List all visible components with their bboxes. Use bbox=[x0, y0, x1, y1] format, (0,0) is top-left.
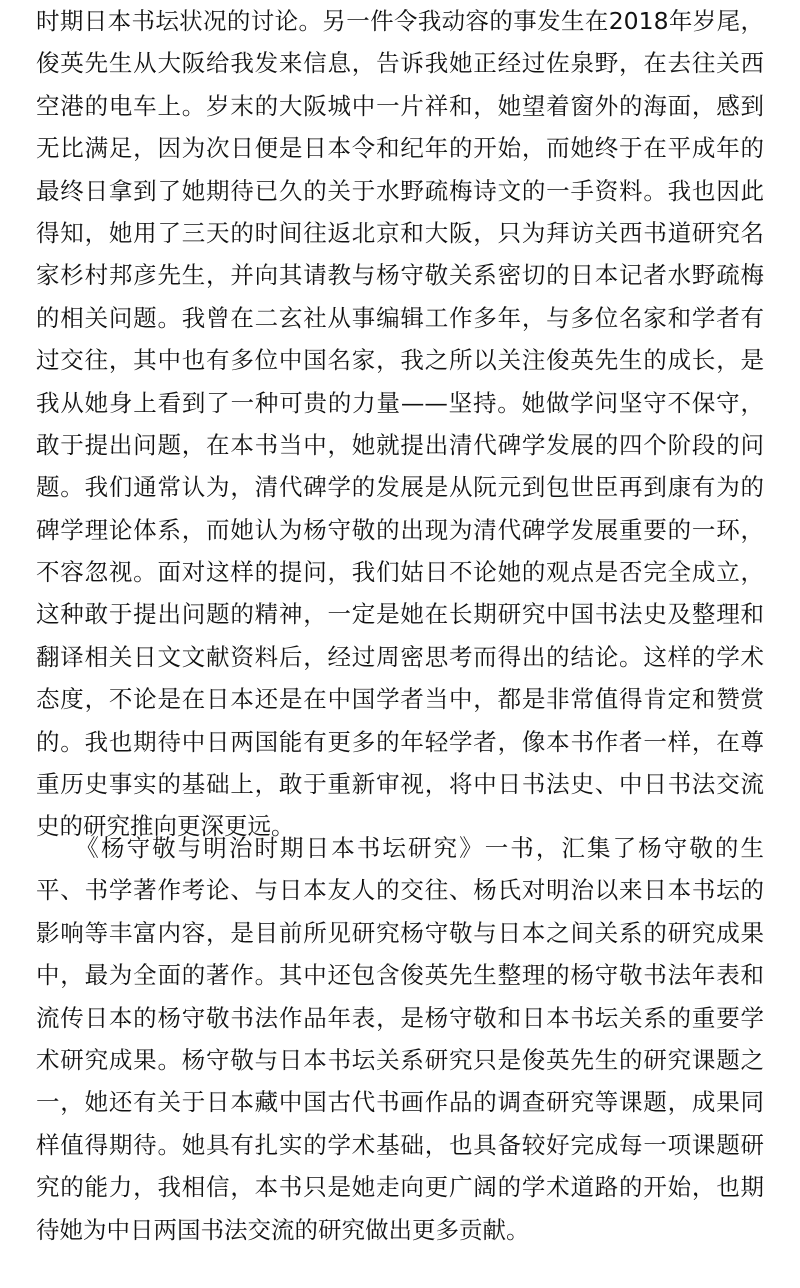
paragraph-1-line-19: 重历史事实的基础上，敢于重新审视，将中日书法史、中日书法交流 bbox=[36, 770, 764, 799]
paragraph-1-line-4: 无比满足，因为次日便是日本令和纪年的开始，而她终于在平成年的 bbox=[36, 134, 764, 163]
paragraph-1 bbox=[36, 0, 764, 848]
paragraph-1-line-14: 不容忽视。面对这样的提问，我们姑日不论她的观点是否完全成立， bbox=[36, 558, 764, 587]
paragraph-1-line-8: 的相关问题。我曾在二玄社从事编辑工作多年，与多位名家和学者有 bbox=[36, 303, 764, 332]
paragraph-1-line-10: 我从她身上看到了一种可贵的力量——坚持。她做学问坚守不保守， bbox=[36, 388, 764, 417]
paragraph-2-line-10: 待她为中日两国书法交流的研究做出更多贡献。 bbox=[36, 1215, 530, 1244]
paragraph-2-line-8: 样值得期待。她具有扎实的学术基础，也具备较好完成每一项课题研 bbox=[36, 1130, 764, 1159]
paragraph-2-line-1: 《杨守敬与明治时期日本书坛研究》一书，汇集了杨守敬的生 bbox=[36, 834, 764, 862]
paragraph-1-line-5: 最终日拿到了她期待已久的关于水野疏梅诗文的一手资料。我也因此 bbox=[36, 176, 764, 205]
paragraph-2-line-9: 究的能力，我相信，本书只是她走向更广阔的学术道路的开始，也期 bbox=[36, 1173, 764, 1202]
paragraph-1-line-1: 时期日本书坛状况的讨论。另一件令我动容的事发生在2018年岁尾， bbox=[36, 7, 764, 35]
paragraph-1-line-17: 态度，不论是在日本还是在中国学者当中，都是非常值得肯定和赞赏 bbox=[36, 685, 764, 714]
paragraph-1-line-9: 过交往，其中也有多位中国名家，我之所以关注俊英先生的成长，是 bbox=[36, 346, 764, 375]
paragraph-2 bbox=[36, 827, 764, 1251]
paragraph-2-line-2: 平、书学著作考论、与日本友人的交往、杨氏对明治以来日本书坛的 bbox=[36, 876, 764, 905]
paragraph-2-line-6: 术研究成果。杨守敬与日本书坛关系研究只是俊英先生的研究课题之 bbox=[36, 1045, 764, 1074]
paragraph-1-line-15: 这种敢于提出问题的精神，一定是她在长期研究中国书法史及整理和 bbox=[36, 600, 764, 629]
paragraph-2-line-3: 影响等丰富内容，是目前所见研究杨守敬与日本之间关系的研究成果 bbox=[36, 918, 764, 947]
paragraph-1-line-3: 空港的电车上。岁末的大阪城中一片祥和，她望着窗外的海面，感到 bbox=[36, 91, 764, 120]
paragraph-1-line-18: 的。我也期待中日两国能有更多的年轻学者，像本书作者一样，在尊 bbox=[36, 727, 764, 756]
paragraph-1-line-20: 史的研究推向更深更远。 bbox=[36, 812, 295, 841]
paragraph-1-line-16: 翻译相关日文文献资料后，经过周密思考而得出的结论。这样的学术 bbox=[36, 642, 764, 671]
paragraph-1-line-7: 家杉村邦彦先生，并向其请教与杨守敬关系密切的日本记者水野疏梅 bbox=[36, 261, 764, 290]
paragraph-2-line-4: 中，最为全面的著作。其中还包含俊英先生整理的杨守敬书法年表和 bbox=[36, 961, 764, 990]
paragraph-1-line-12: 题。我们通常认为，清代碑学的发展是从阮元到包世臣再到康有为的 bbox=[36, 473, 764, 502]
paragraph-1-line-2: 俊英先生从大阪给我发来信息，告诉我她正经过佐泉野，在去往关西 bbox=[36, 49, 764, 78]
paragraph-1-line-11: 敢于提出问题，在本书当中，她就提出清代碑学发展的四个阶段的问 bbox=[36, 430, 764, 459]
paragraph-1-line-13: 碑学理论体系，而她认为杨守敬的出现为清代碑学发展重要的一环， bbox=[36, 515, 764, 544]
paragraph-1-line-6: 得知，她用了三天的时间往返北京和大阪，只为拜访关西书道研究名 bbox=[36, 218, 764, 247]
paragraph-2-line-7: 一，她还有关于日本藏中国古代书画作品的调查研究等课题，成果同 bbox=[36, 1088, 764, 1117]
paragraph-2-line-5: 流传日本的杨守敬书法作品年表，是杨守敬和日本书坛关系的重要学 bbox=[36, 1003, 764, 1032]
